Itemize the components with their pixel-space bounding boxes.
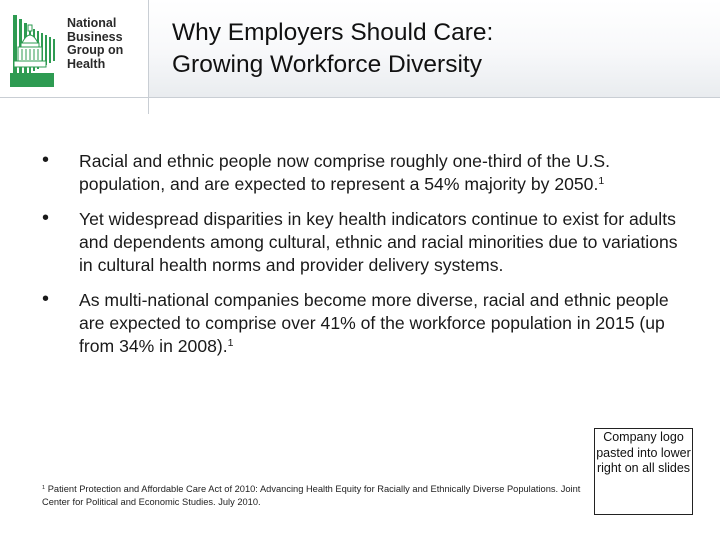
capitol-dome-icon [10,13,60,87]
logo-line: National [67,16,117,30]
bullet-item [42,289,682,358]
logo-wordmark [67,17,123,71]
bullet-dot-icon: • [42,207,50,229]
logo-line: Health [67,56,106,71]
bullet-dot-icon: • [42,149,50,171]
bullet-text: Racial and ethnic people now comprise roughly one-third of the U.S. population, and are expected to represent a 54% majority by 2050. [79,151,611,194]
slide-title-line: Growing Workforce Diversity [172,51,482,78]
header-divider-horizontal [0,97,720,98]
bullet-dot-icon: • [42,288,50,310]
slide-title-line: Why Employers Should Care: [172,19,494,46]
bullet-item [42,208,682,277]
company-logo-placeholder: Company logo pasted into lower right on all slides [594,428,693,515]
bullet-list [42,150,682,358]
slide-title [172,17,493,81]
bullet-reference: 1 [598,175,605,188]
bullet-text: As multi-national companies become more diverse, racial and ethnic people are expected to comprise over 41% of the workforce population in 2015 (up from 34% in 2008). [79,290,669,356]
footnote-text: Patient Protection and Affordable Care Act of 2010: Advancing Health Equity for Racially and Ethnically Diverse Populations. Joint Center for Political and Economic Studies. July 2010. [42,484,581,507]
bullet-text: Yet widespread disparities in key health indicators continue to exist for adults and dependents among cultural, ethnic and racial minorities due to variations in cultural health norms and provider delivery systems. [79,209,678,275]
logo-line: Group on [67,43,124,57]
bullet-reference: 1 [227,337,234,350]
bullet-item [42,150,682,196]
footnote-marker: 1 [42,484,46,491]
organization-logo [0,0,148,97]
footnote [42,483,582,509]
logo-line: Business [67,29,123,44]
slide-header [0,0,720,97]
